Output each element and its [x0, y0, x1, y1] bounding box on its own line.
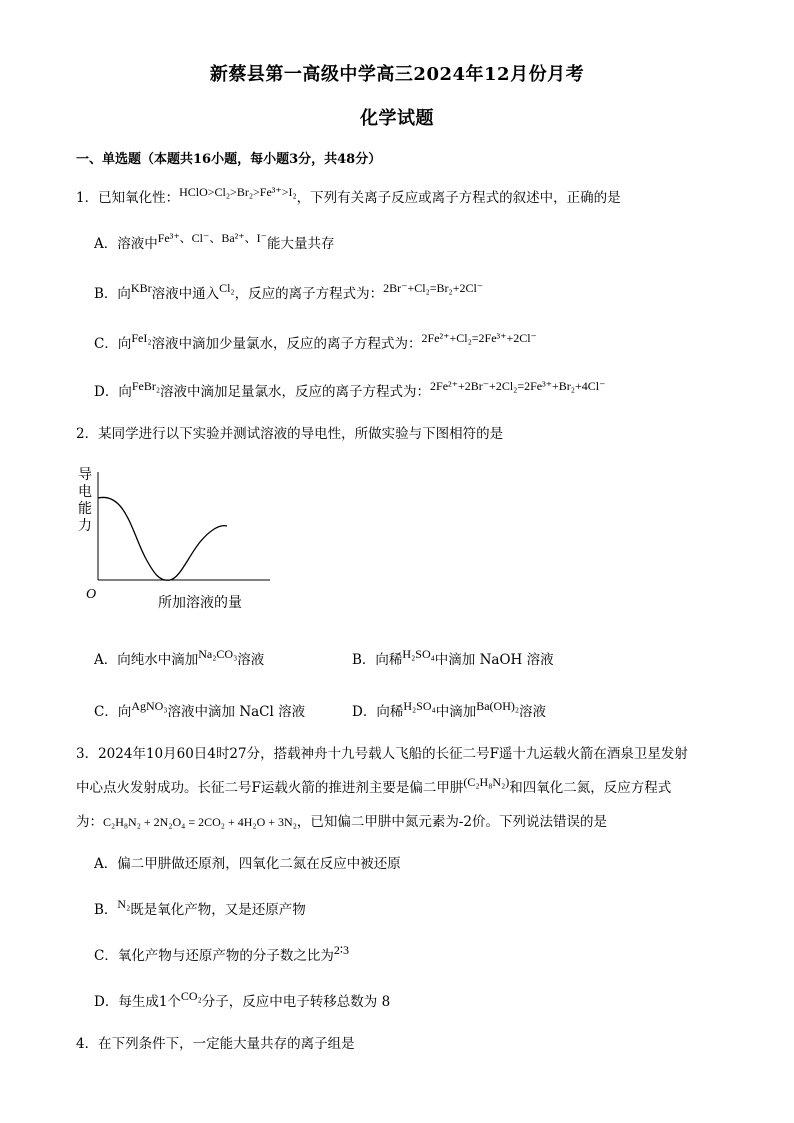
- graph-ylabel-4: 力: [78, 518, 92, 534]
- graph-ylabel-1: 导: [78, 467, 92, 483]
- q1-option-d[interactable]: D．向FeBr₂溶液中滴加足量氯水，反应的离子方程式为：2Fe²⁺+2Br⁻+2Cl₂=2Fe³⁺+Br₂+4Cl⁻: [94, 379, 606, 400]
- page-subtitle: 化学试题: [360, 108, 434, 129]
- q2-option-a[interactable]: A．向纯水中滴加Na₂CO₃溶液: [94, 647, 265, 668]
- q2-option-c[interactable]: C．向AgNO₃溶液中滴加 NaCl 溶液: [94, 699, 306, 720]
- question-3-line-1: 3．2024年10月60日4时27分，搭载神舟十九号载人飞船的长征二号F遥十九运载火箭在酒泉卫星发射: [76, 746, 688, 762]
- question-3-line-2: 中心点火发射成功。长征二号F运载火箭的推进剂主要是偏二甲肼(C₂H₈N₂)和四氧化二氮，反应方程式: [76, 775, 672, 796]
- section-heading: 一、单选题（本题共16小题，每小题3分，共48分）: [76, 152, 382, 167]
- question-3-line-3: 为：C₂H₈N₂ + 2N₂O₄ = 2CO₂ + 4H₂O + 3N₂，已知偏二甲肼中氮元素为-2价。下列说法错误的是: [76, 814, 608, 830]
- graph-origin: O: [86, 587, 97, 602]
- q1-option-c[interactable]: C．向FeI₂溶液中滴加少量氯水，反应的离子方程式为：2Fe²⁺+Cl₂=2Fe³⁺+2Cl⁻: [94, 331, 537, 352]
- conductivity-graph: [70, 462, 290, 612]
- q1-oxidizing-order: HClO>Cl₂>Br₂>Fe³⁺>I₂: [179, 185, 297, 199]
- q3-option-a[interactable]: A．偏二甲肼做还原剂，四氧化二氮在反应中被还原: [94, 856, 401, 872]
- q2-option-b[interactable]: B．向稀H₂SO₄中滴加 NaOH 溶液: [352, 647, 554, 668]
- page-title: 新蔡县第一高级中学高三2024年12月份月考: [209, 64, 585, 85]
- q3-option-d[interactable]: D．每生成1个CO₂分子，反应中电子转移总数为 8: [94, 989, 391, 1010]
- q3-option-b[interactable]: B．N₂既是氧化产物，又是还原产物: [94, 897, 306, 918]
- q2-option-d[interactable]: D．向稀H₂SO₄中滴加Ba(OH)₂溶液: [352, 699, 547, 720]
- graph-ylabel-3: 能: [78, 501, 92, 517]
- question-4-stem: 4．在下列条件下，一定能大量共存的离子组是: [76, 1036, 355, 1052]
- question-2-stem: 2．某同学进行以下实验并测试溶液的导电性，所做实验与下图相符的是: [76, 426, 504, 442]
- q1-option-b[interactable]: B．向KBr溶液中通入Cl₂，反应的离子方程式为：2Br⁻+Cl₂=Br₂+2Cl⁻: [94, 281, 484, 302]
- graph-ylabel-2: 电: [78, 484, 92, 500]
- question-1-stem: 1．已知氧化性：HClO>Cl₂>Br₂>Fe³⁺>I₂，下列有关离子反应或离子方程式的叙述中，正确的是: [76, 185, 621, 206]
- graph-xlabel: 所加溶液的量: [158, 595, 242, 611]
- graph-curve: [98, 497, 227, 580]
- q1-option-a[interactable]: A．溶液中Fe³⁺、Cl⁻、Ba²⁺、I⁻能大量共存: [94, 231, 335, 252]
- q3-option-c[interactable]: C．氧化产物与还原产物的分子数之比为2∶3: [94, 943, 349, 964]
